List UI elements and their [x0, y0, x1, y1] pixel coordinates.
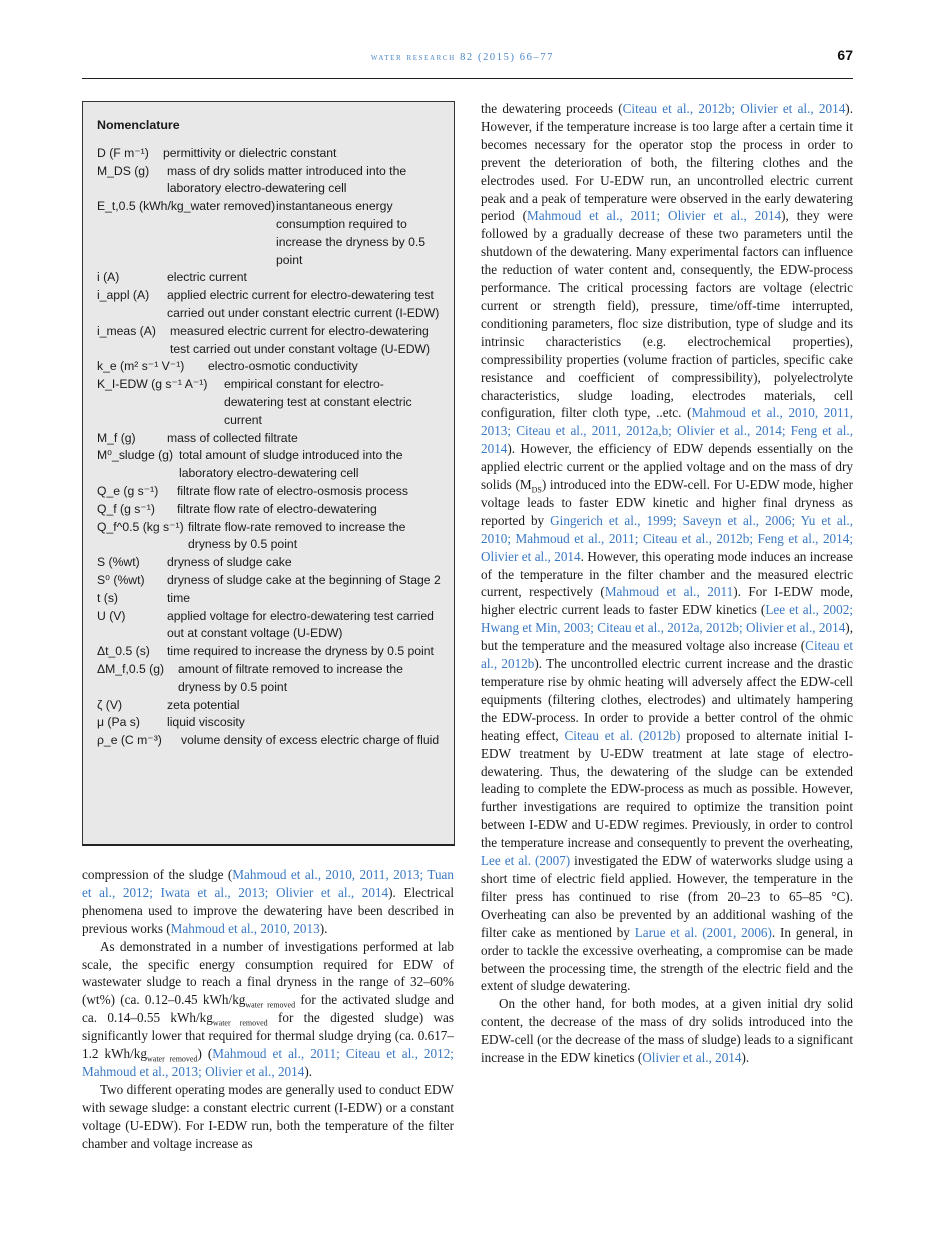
citation-link[interactable]: Gingerich et al., 1999; Saveyn et al., 2006; Yu et al., 2010; Mahmoud et al., 2011; Citeau et al., 2012b; Feng et al., 2014; Olivier et al., 2014 — [481, 512, 853, 564]
nomenclature-symbol: Q_f^0.5 (kg s⁻¹) — [97, 519, 184, 534]
nomenclature-symbol: D (F m⁻¹) — [97, 145, 149, 160]
nomenclature-definition: electric current — [167, 270, 247, 285]
nomenclature-definition: permittivity or dielectric constant — [163, 145, 337, 160]
subscript: water removed — [212, 1018, 268, 1028]
nomenclature-definition: measured electric current for electro-dewatering test carried out under constant voltage (U-EDW) — [170, 323, 431, 356]
nomenclature-symbol: M_f (g) — [97, 430, 136, 445]
nomenclature-item — [97, 198, 442, 269]
nomenclature-item — [97, 323, 442, 359]
citation-link[interactable]: Citeau et al., 2012b — [481, 638, 853, 672]
text: ). The uncontrolled electric current increase and the drastic temperature rise by ohmic heating will adversely affect the EDW-cell equipments (filtering clothes, electrodes) and ultimately hampering the EDW-process. In order to provide a better control of the ohmic heating effect, — [481, 656, 853, 743]
text: ) introduced into the EDW-cell. For U-EDW mode, higher voltage leads to faster EDW kinetic and higher final dryness as reported by — [481, 477, 853, 528]
text: ), they were followed by a gradually decrease of these two parameters until the shutdown of the dewatering. Many experimental factors can influence the reduction of water content and, consequently, the EDW-process performance. The critical processing factors are voltage (electric current or strength field), pressure, time/off-time interrupted, conditioning parameters, floc size distribution, type of sludge and its intrinsic characteristics (e.g. electrochemical properties), compressibility properties (volume fraction of particles, specific cake resistance and coefficient of compressibility), polyelectrolyte characteristics, sludge loading, electrodes materials, cell configuration, filter cloth type, ..etc. ( — [481, 208, 853, 421]
citation-link[interactable]: Mahmoud et al., 2010, 2013 — [170, 920, 320, 936]
nomenclature-symbol: i_appl (A) — [97, 288, 150, 303]
nomenclature-definition: mass of collected filtrate — [167, 430, 298, 445]
nomenclature-item — [97, 163, 442, 199]
citation-link[interactable]: Citeau et al., 2012b; Olivier et al., 2014 — [622, 101, 846, 116]
nomenclature-definition: filtrate flow rate of electro-dewatering — [177, 501, 377, 516]
nomenclature-definition: instantaneous energy consumption required to increase the dryness by 0.5 point — [276, 199, 426, 267]
nomenclature-item — [97, 145, 442, 163]
text: . However, this operating mode induces an increase of the temperature in the filter chamber and the measured electric current, respectively ( — [481, 548, 853, 600]
citation-link[interactable]: Mahmoud et al., 2011; Olivier et al., 2014 — [527, 208, 782, 224]
citation-link[interactable]: Larue et al. (2001, 2006) — [634, 924, 772, 940]
nomenclature-definition: volume density of excess electric charge of fluid — [181, 733, 440, 748]
nomenclature-symbol: U (V) — [97, 608, 126, 623]
nomenclature-item — [97, 430, 442, 448]
nomenclature-symbol: S (%wt) — [97, 555, 140, 570]
nomenclature-symbol: Q_f (g s⁻¹) — [97, 501, 155, 516]
text: for the activated sludge and ca. 0.14–0.55 kWh/kg — [82, 992, 454, 1026]
text: Two different operating modes are generally used to conduct EDW with sewage sludge: a constant electric current (I-EDW) or a constant voltage (U-EDW). For I-EDW run, both the temperature of the filter chamber and voltage increase as — [82, 1081, 454, 1151]
citation-link[interactable]: Lee et al. (2007) — [481, 853, 571, 869]
nomenclature-item — [97, 732, 442, 750]
text: As demonstrated in a number of investigations performed at lab scale, the specific energy consumption required for EDW of wastewater sludge to reach a final dryness in the range of 32–60% (wt%) (ca. 0.12–0.45 kWh/kg — [82, 938, 454, 1008]
nomenclature-definition: filtrate flow rate of electro-osmosis process — [177, 483, 408, 498]
nomenclature-symbol: M_DS (g) — [97, 163, 150, 178]
nomenclature-item — [97, 376, 442, 429]
nomenclature-definition: empirical constant for electro-dewatering test at constant electric current — [224, 377, 412, 427]
nomenclature-definition: electro-osmotic conductivity — [208, 359, 358, 374]
nomenclature-definition: time required to increase the dryness by 0.5 point — [167, 644, 434, 659]
text: the dewatering proceeds ( — [481, 101, 623, 116]
nomenclature-symbol: t (s) — [97, 590, 118, 605]
citation-link[interactable]: Mahmoud et al., 2011 — [604, 584, 734, 600]
text: ). However, if the temperature increase is too large after a certain time it becomes necessary for the operator stop the process in order to prevent the deterioration of both, the filtering clothes and the electrodes used. For U-EDW run, an uncontrolled electric current peak and a peak of temperature were observed in the early dewatering period ( — [481, 101, 853, 224]
subscript: water removed — [245, 1000, 296, 1010]
text: ). — [741, 1050, 750, 1066]
citation-link[interactable]: Lee et al., 2002; Hwang et Min, 2003; Citeau et al., 2012a, 2012b; Olivier et al., 2014 — [481, 602, 853, 636]
citation-link[interactable]: Mahmoud et al., 2010, 2011, 2013; Citeau et al., 2011, 2012a,b; Olivier et al., 2014; Feng et al., 2014 — [481, 405, 853, 457]
nomenclature-symbol: E_t,0.5 (kWh/kg_water removed) — [97, 199, 276, 214]
header-rule — [82, 78, 853, 79]
nomenclature-definition: dryness of sludge cake — [167, 555, 292, 570]
nomenclature-definition: total amount of sludge introduced into the laboratory electro-dewatering cell — [179, 448, 403, 481]
paragraph — [481, 995, 853, 1067]
text: ). — [319, 920, 328, 936]
nomenclature-definition: dryness of sludge cake at the beginning of Stage 2 — [167, 572, 441, 587]
nomenclature-symbol: ΔM_f,0.5 (g) — [97, 661, 165, 676]
nomenclature-item — [97, 608, 442, 644]
text: ). Electrical phenomena used to improve the dewatering have been described in previous works ( — [82, 884, 454, 936]
left-column — [82, 866, 454, 1153]
nomenclature-item — [97, 714, 442, 732]
nomenclature-definition: filtrate flow-rate removed to increase the dryness by 0.5 point — [188, 519, 406, 552]
nomenclature-item — [97, 554, 442, 572]
text: On the other hand, for both modes, at a given initial dry solid content, the decrease of the mass of dry solids introduced into the EDW-cell (or the decrease of the mass of sludge) leads to a significant increase in the EDW kinetics ( — [481, 996, 853, 1066]
page-number: 67 — [837, 47, 853, 63]
nomenclature-item — [97, 661, 442, 697]
nomenclature-symbol: S⁰ (%wt) — [97, 572, 145, 587]
paragraph — [82, 866, 454, 938]
nomenclature-definition: applied voltage for electro-dewatering test carried out at constant voltage (U-EDW) — [167, 608, 434, 641]
nomenclature-item — [97, 269, 442, 287]
subscript: DS — [531, 485, 542, 495]
nomenclature-box — [82, 101, 455, 846]
text: ). — [304, 1063, 313, 1079]
nomenclature-title: Nomenclature — [97, 118, 180, 132]
text: ). For I-EDW mode, higher electric current leads to faster EDW kinetics ( — [481, 584, 853, 618]
nomenclature-list — [97, 145, 442, 750]
text: investigated the EDW of waterworks sludge using a short time of electric field applied. However, the temperature in the filter press has continued to rise (from 20–23 to 65–85 °C). Overheating can also be prevented by an additional washing of the filter cake as mentioned by — [481, 853, 853, 940]
nomenclature-item — [97, 358, 442, 376]
paragraph — [82, 1081, 454, 1153]
citation-link[interactable]: Citeau et al. (2012b) — [564, 727, 681, 743]
paragraph — [481, 100, 853, 995]
nomenclature-item — [97, 501, 442, 519]
nomenclature-symbol: μ (Pa s) — [97, 715, 140, 730]
nomenclature-symbol: i (A) — [97, 270, 120, 285]
nomenclature-item — [97, 590, 442, 608]
nomenclature-symbol: K_I-EDW (g s⁻¹ A⁻¹) — [97, 377, 208, 392]
nomenclature-symbol: ζ (V) — [97, 697, 123, 712]
text: ), but the temperature and the measured voltage also increase ( — [481, 620, 853, 654]
text: for the digested sludge) was significantly lower that required for thermal sludge drying (ca. 0.617–1.2 kWh/kg — [82, 1010, 454, 1062]
nomenclature-symbol: k_e (m² s⁻¹ V⁻¹) — [97, 359, 185, 374]
nomenclature-definition: amount of filtrate removed to increase the dryness by 0.5 point — [178, 661, 403, 694]
nomenclature-definition: time — [167, 590, 191, 605]
nomenclature-item — [97, 483, 442, 501]
text: . In general, in order to tackle the excessive overheating, a compromise can be made between the processing time, the strength of the electric field and the extent of sludge dewatering. — [481, 924, 853, 994]
text: ) ( — [197, 1046, 213, 1062]
nomenclature-definition: zeta potential — [167, 697, 240, 712]
nomenclature-definition: applied electric current for electro-dewatering test carried out under constant electric current (I-EDW) — [167, 288, 440, 320]
right-column — [481, 100, 853, 1067]
subscript: water removed — [147, 1054, 198, 1064]
nomenclature-item — [97, 643, 442, 661]
citation-link[interactable]: Mahmoud et al., 2010, 2011, 2013; Tuan et al., 2012; Iwata et al., 2013; Olivier et al., 2014 — [82, 867, 454, 900]
text: proposed to alternate initial I-EDW treatment by U-EDW treatment at late stage of electro-dewatering. Thus, the dewatering of the sludge can be extended leading to complete the EDW-process as much as possible. However, further investigations are required to optimize the transition point between I-EDW and U-EDW regimes. Previously, in order to control the temperature increase and consequently to prevent the overheating, — [481, 727, 853, 851]
citation-link[interactable]: Olivier et al., 2014 — [642, 1050, 742, 1066]
nomenclature-symbol: Q_e (g s⁻¹) — [97, 483, 159, 498]
nomenclature-symbol: ρ_e (C m⁻³) — [97, 733, 162, 748]
nomenclature-definition: mass of dry solids matter introduced into the laboratory electro-dewatering cell — [167, 163, 407, 196]
nomenclature-item — [97, 447, 442, 483]
nomenclature-item — [97, 287, 442, 323]
nomenclature-item — [97, 697, 442, 715]
nomenclature-item — [97, 519, 442, 555]
text: ). However, the efficiency of EDW depends essentially on the applied electric current or the applied voltage and on the mass of dry solids (M — [481, 441, 853, 493]
journal-header: water research 82 (2015) 66–77 — [370, 52, 555, 63]
citation-link[interactable]: Mahmoud et al., 2011; Citeau et al., 2012; Mahmoud et al., 2013; Olivier et al., 2014 — [82, 1046, 454, 1079]
text: compression of the sludge ( — [82, 867, 233, 882]
nomenclature-symbol: i_meas (A) — [97, 323, 156, 338]
nomenclature-item — [97, 572, 442, 590]
nomenclature-definition: liquid viscosity — [167, 715, 245, 730]
nomenclature-symbol: M⁰_sludge (g) — [97, 448, 174, 463]
paragraph — [82, 938, 454, 1081]
nomenclature-symbol: Δt_0.5 (s) — [97, 644, 150, 659]
